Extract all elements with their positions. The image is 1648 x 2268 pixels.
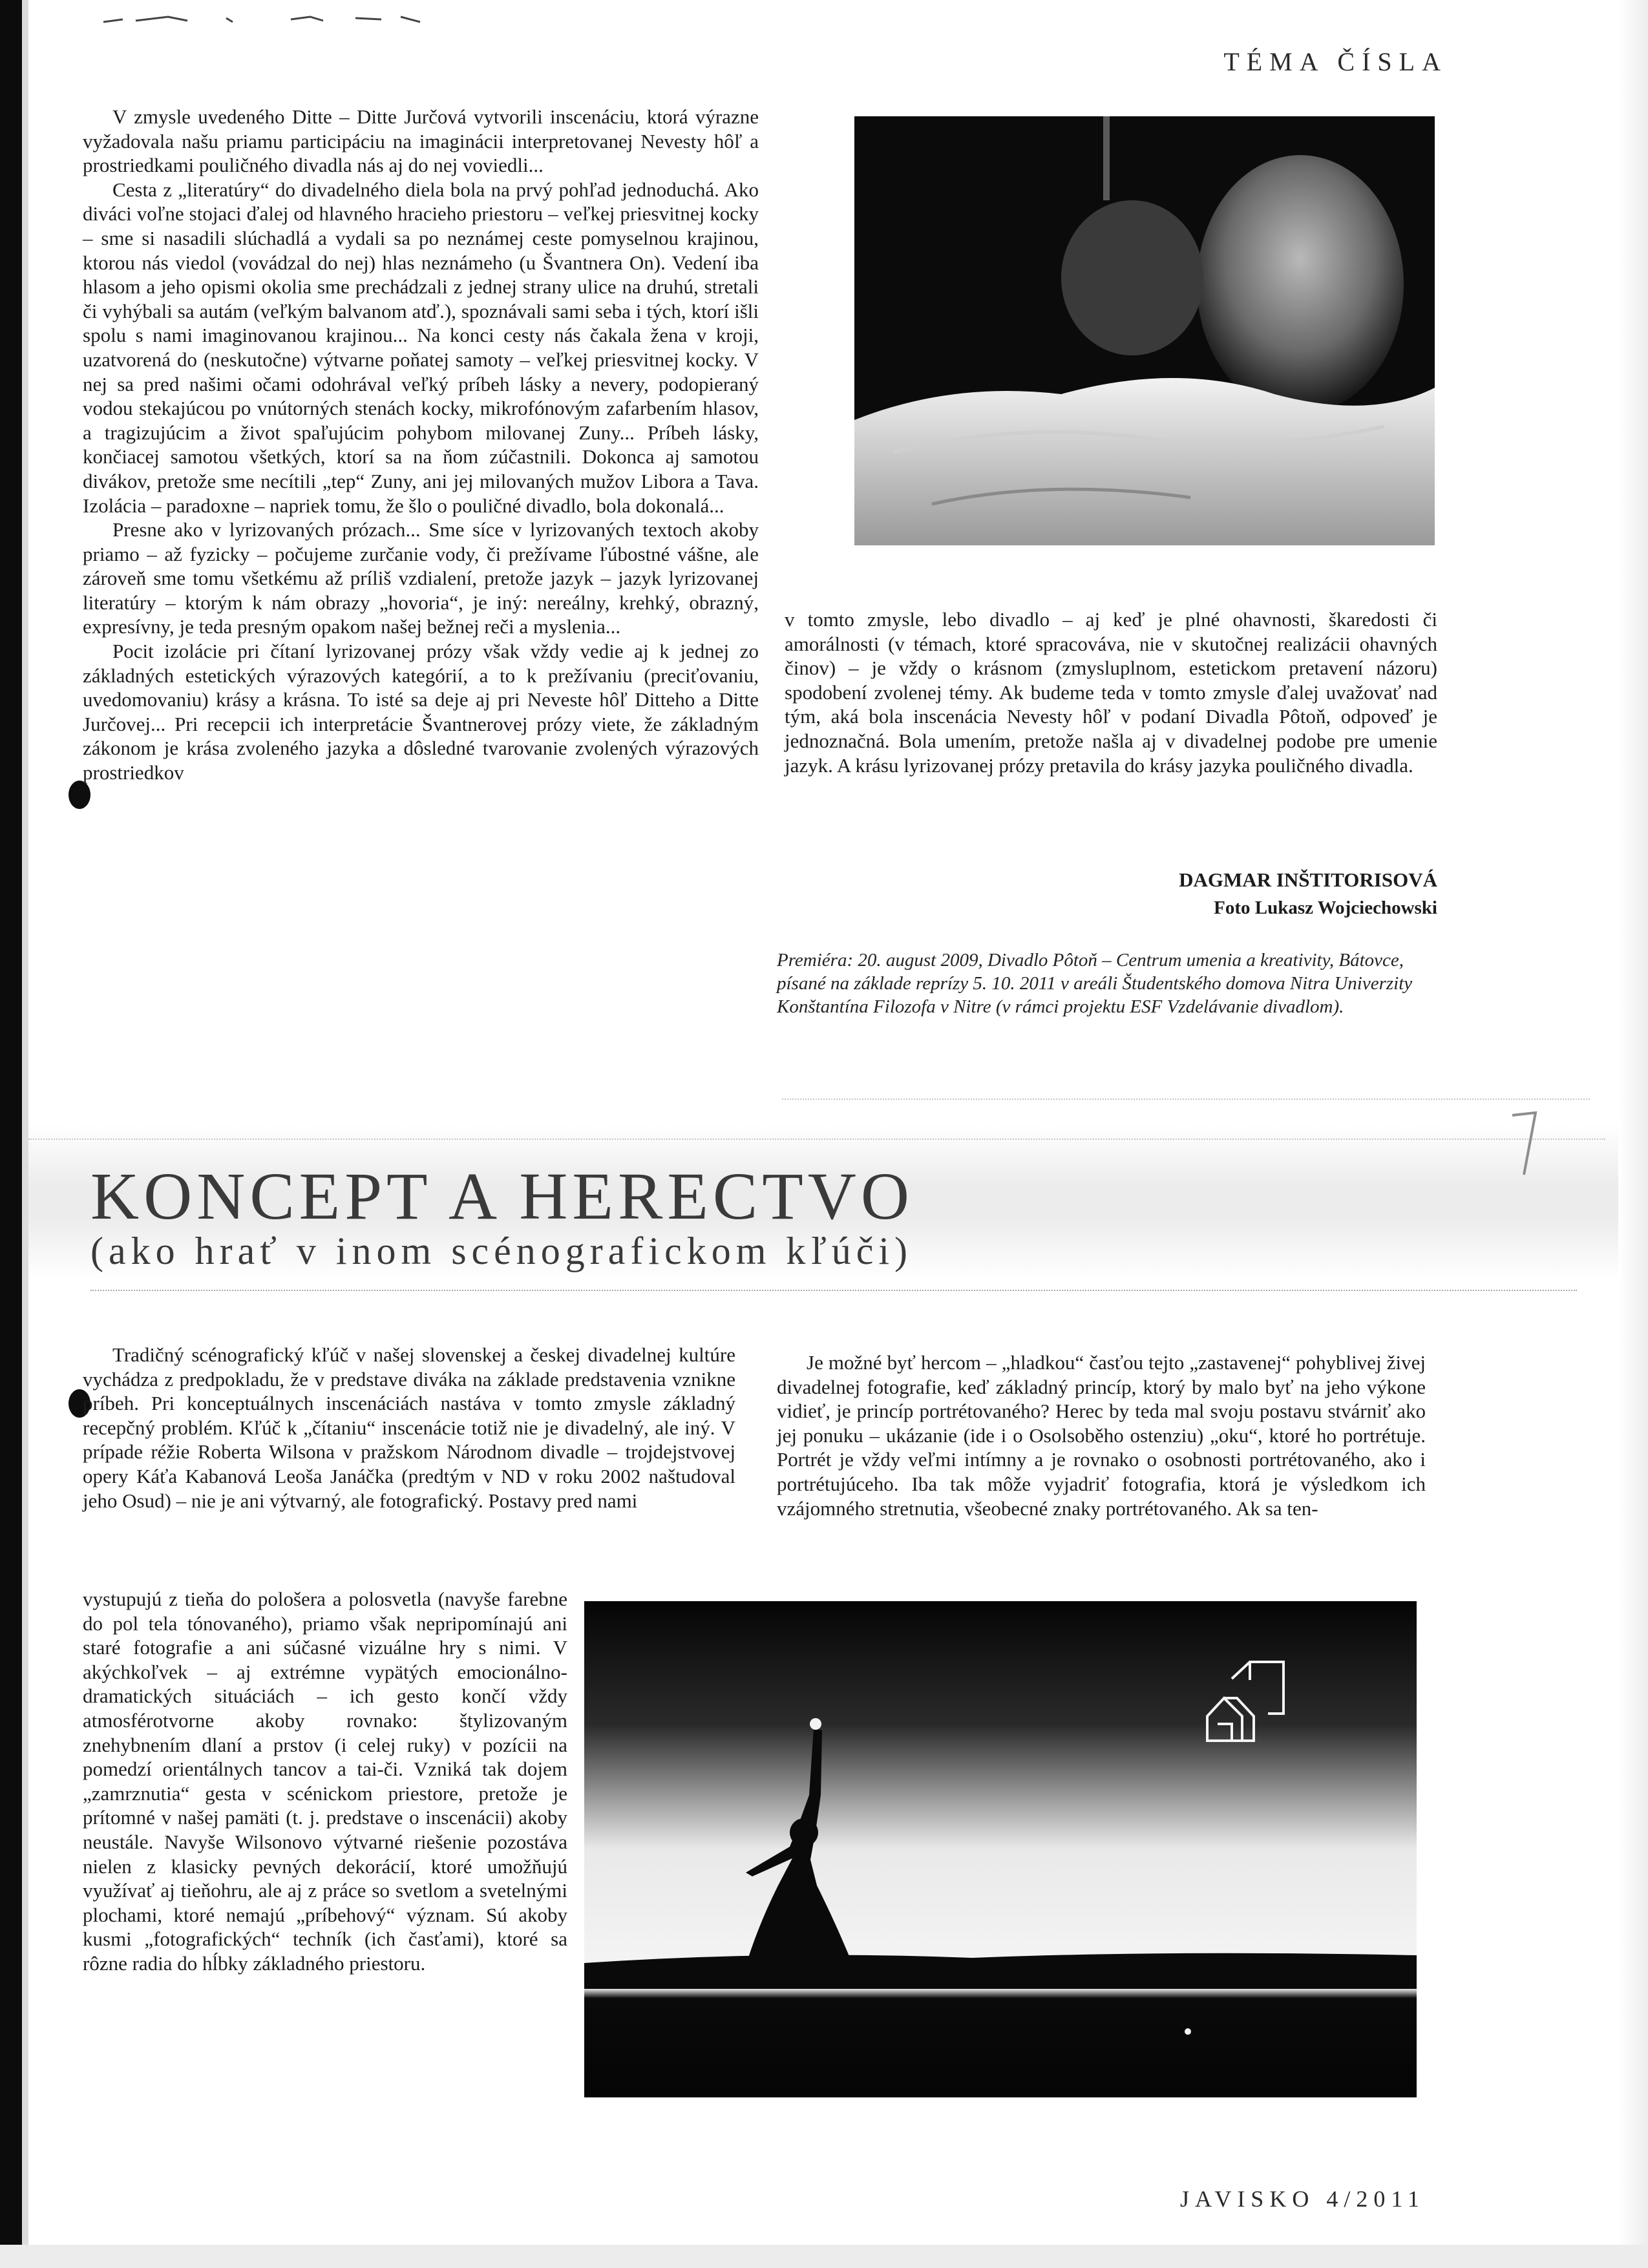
- article2-paragraph: Je možné byť hercom – „hladkou“ časťou tejto „zastavenej“ pohyblivej živej divadelnej fotografie, keď základný princíp, ktorý by malo byť na jeho výkone vidieť, je princíp portrétovaného? Herec by teda mal svoju postavu stvárniť ako jej ponuku – ukázanie (ide i o Osolsoběho ostenziu) „oku“, ktoré ho portrétuje. Portrét je vždy veľmi intímny a je rovnako o osobnosti portrétovaného, ako i portrétujúceho. Iba tak môže vyjadriť fotografia, ktorá je výsledkom ich vzájomného stretnutia, všeobecné znaky portrétovaného. Ak sa ten-: [777, 1351, 1426, 1520]
- article2-column-right: [777, 1350, 1426, 1520]
- article1-paragraph: Presne ako v lyrizovaných prózach... Sme síce v lyrizovaných textoch akoby priamo – až fyzicky – počujeme zurčanie vody, či prežívame ľúbostné vášne, ale zároveň sme tomu všetkému až príliš vzdialení, pretože jazyk – jazyk lyrizovanej literatúry – ktorým k nám obrazy „hovoria“, je iný: nereálny, krehký, obrazný, expresívny, je teda presným opakom našej bežnej reči a myslenia...: [83, 518, 759, 638]
- article-title: KONCEPT A HERECTVO: [90, 1159, 914, 1234]
- title-divider: [90, 1290, 1577, 1291]
- article-subtitle: (ako hrať v inom scénografickom kľúči): [90, 1230, 913, 1272]
- scan-right-shadow: [1618, 0, 1648, 2268]
- premiere-note: Premiéra: 20. august 2009, Divadlo Pôtoň – Centrum umenia a kreativity, Bátovce, písané na základe reprízy 5. 10. 2011 v areáli Študentského domova Nitra Univerzity Konštantína Filozofa v Nitre (v rámci projektu ESF Vzdelávanie divadlom).: [777, 950, 1413, 1017]
- article1-column-left: [83, 105, 759, 785]
- article1-paragraph: Cesta z „literatúry“ do divadelného diela bola na prvý pohľad jednoduchá. Ako diváci voľne stojaci ďalej od hlavného hracieho priestoru – veľkej priesvitnej kocky – sme si nasadili slúchadlá a vydali sa po neznámej ceste pomyselnou krajinou, ktorou nás viedol (vovádzal do nej) hlas neznámeho (u Švantnera On). Vedení iba hlasom a jeho opismi okolia sme prechádzali z jednej strany ulice na druhú, stretali či vyhýbali sa autám (veľkým balvanom atď.), spoznávali sami seba i tých, ktorí išli spolu s nami imaginovanou krajinou... Na konci cesty nás čakala žena v kroji, uzatvorená do (neskutočne) výtvarne poňatej samoty – veľkej priesvitnej kocky. V nej sa pred našimi očami odohrával veľký príbeh lásky a nevery, podopieraný vodou stekajúcou po vnútorných stenách kocky, mikrofónovým zafarbením hlasov, a tragizujúcim a život spaľujúcim pohybom milovanej Zuny... Príbeh lásky, končiacej samotou všetkých, ktorí sa na ňom zúčastnili. Dokonca aj samotou divákov, pretože sme necítili „tep“ Zuny, ani jej milovaných mužov Libora a Tava. Izolácia – paradoxne – napriek tomu, že šlo o pouličné divadlo, bola dokonalá...: [83, 178, 759, 517]
- article1-paragraph: Pocit izolácie pri čítaní lyrizovanej prózy však vždy vedie aj k jednej zo základných estetických výrazových kategórií, a to k prežívaniu (preciťovaniu, uvedomovaniu) krásy a krásna. To isté sa deje aj pri Neveste hôľ Ditteho a Ditte Jurčovej... Pri recepcii ich interpretácie Švantnerovej prózy viete, že základným zákonom je krása zvoleného jazyka a dôsledné tvarovanie zvolených výrazových prostriedkov: [83, 640, 759, 784]
- article-author: DAGMAR INŠTITORISOVÁ: [1179, 868, 1437, 891]
- divider: [782, 1098, 1590, 1100]
- issue-footer: JAVISKO 4/2011: [1179, 2186, 1425, 2212]
- scan-binding-edge: [0, 0, 22, 2268]
- article2-paragraph: Tradičný scénografický kľúč v našej slovenskej a českej divadelnej kultúre vychádza z predpokladu, že v predstave diváka na základe predstavenia vznikne príbeh. Pri konceptuálnych inscenáciách nastáva v tomto zmysle základný recepčný problém. Kľúč k „čítaniu“ inscenácie totiž nie je divadelný, ale iný. V prípade réžie Roberta Wilsona v pražskom Národnom divadle – trojdejstvovej opery Káťa Kabanová Leoša Janáčka (predtým v ND v roku 2002 naštudoval jeho Osud) – nie je ani výtvarný, ale fotografický. Postavy pred nami: [83, 1343, 735, 1512]
- article2-paragraph: vystupujú z tieňa do pološera a polosvetla (navyše farebne do pol tela tónovaného), priamo však nepripomínajú ani staré fotografie a ani súčasné vizuálne hry s nimi. V akýchkoľvek – aj extrémne vypätých emocionálno-dramatických situáciách – ich gesto končí vždy atmosférotvorne akoby rovnako: štylizovaným znehybnením dlaní a prstov (i celej ruky) v pozícii na pomedzí orientálnych tancov a tai-či. Vzniká tak dojem „zamrznutia“ gesta v scénickom priestore, pretože je prítomné v našej pamäti (t. j. predstave o inscenácii) akoby neustále. Navyše Wilsonovo výtvarné riešenie pozostáva nielen z klasicky pevných dekorácií, ktoré umožňujú využívať aj tieňohru, ale aj z práce so svetlom a svetelnými plochami, ktoré nemajú „príbehový“ význam. Sú akoby kusmi „fotografických“ techník (ich časťami), ktoré sa rôzne radia do hĺbky základného priestoru.: [83, 1588, 567, 1975]
- article2-column-left-top: [83, 1343, 735, 1513]
- article1-column-right: [785, 607, 1437, 777]
- theatre-photo-couple: [854, 116, 1435, 545]
- section-header: TÉMA ČÍSLA: [1223, 47, 1448, 76]
- divider: [28, 1139, 1605, 1140]
- scan-smudge: [97, 8, 433, 30]
- article2-column-left-narrow: [83, 1587, 567, 1976]
- photo-credit: Foto Lukasz Wojciechowski: [1214, 898, 1437, 918]
- article1-paragraph: V zmysle uvedeného Ditte – Ditte Jurčová vytvorili inscenáciu, ktorá výrazne vyžadovala našu priamu participáciu na imaginácii interpretovanej Nevesty hôľ a prostriedkami pouličného divadla nás aj do nej voviedli...: [83, 105, 759, 177]
- theatre-photo-dancer: [584, 1601, 1417, 2097]
- article1-paragraph: v tomto zmysle, lebo divadlo – aj keď je plné ohavnosti, škaredosti či amorálnosti (v témach, ktoré spracováva, nie v skutočnej realizácii ohavných činov) – je vždy o krásnom (zmysluplnom, estetickom pretavení názoru) spodobení zvolenej témy. Ak budeme teda v tomto zmysle ďalej uvažovať nad tým, aká bola inscenácia Nevesty hôľ v podaní Divadla Pôtoň, odpoveď je jednoznačná. Bola umením, pretože našla aj v divadelnej podobe pre umenie jazyk. A krásu lyrizovanej prózy pretavila do krásy jazyka pouličného divadla.: [785, 608, 1437, 777]
- scan-bottom-shadow: [0, 2245, 1648, 2268]
- scan-edge-shadow: [22, 0, 28, 2268]
